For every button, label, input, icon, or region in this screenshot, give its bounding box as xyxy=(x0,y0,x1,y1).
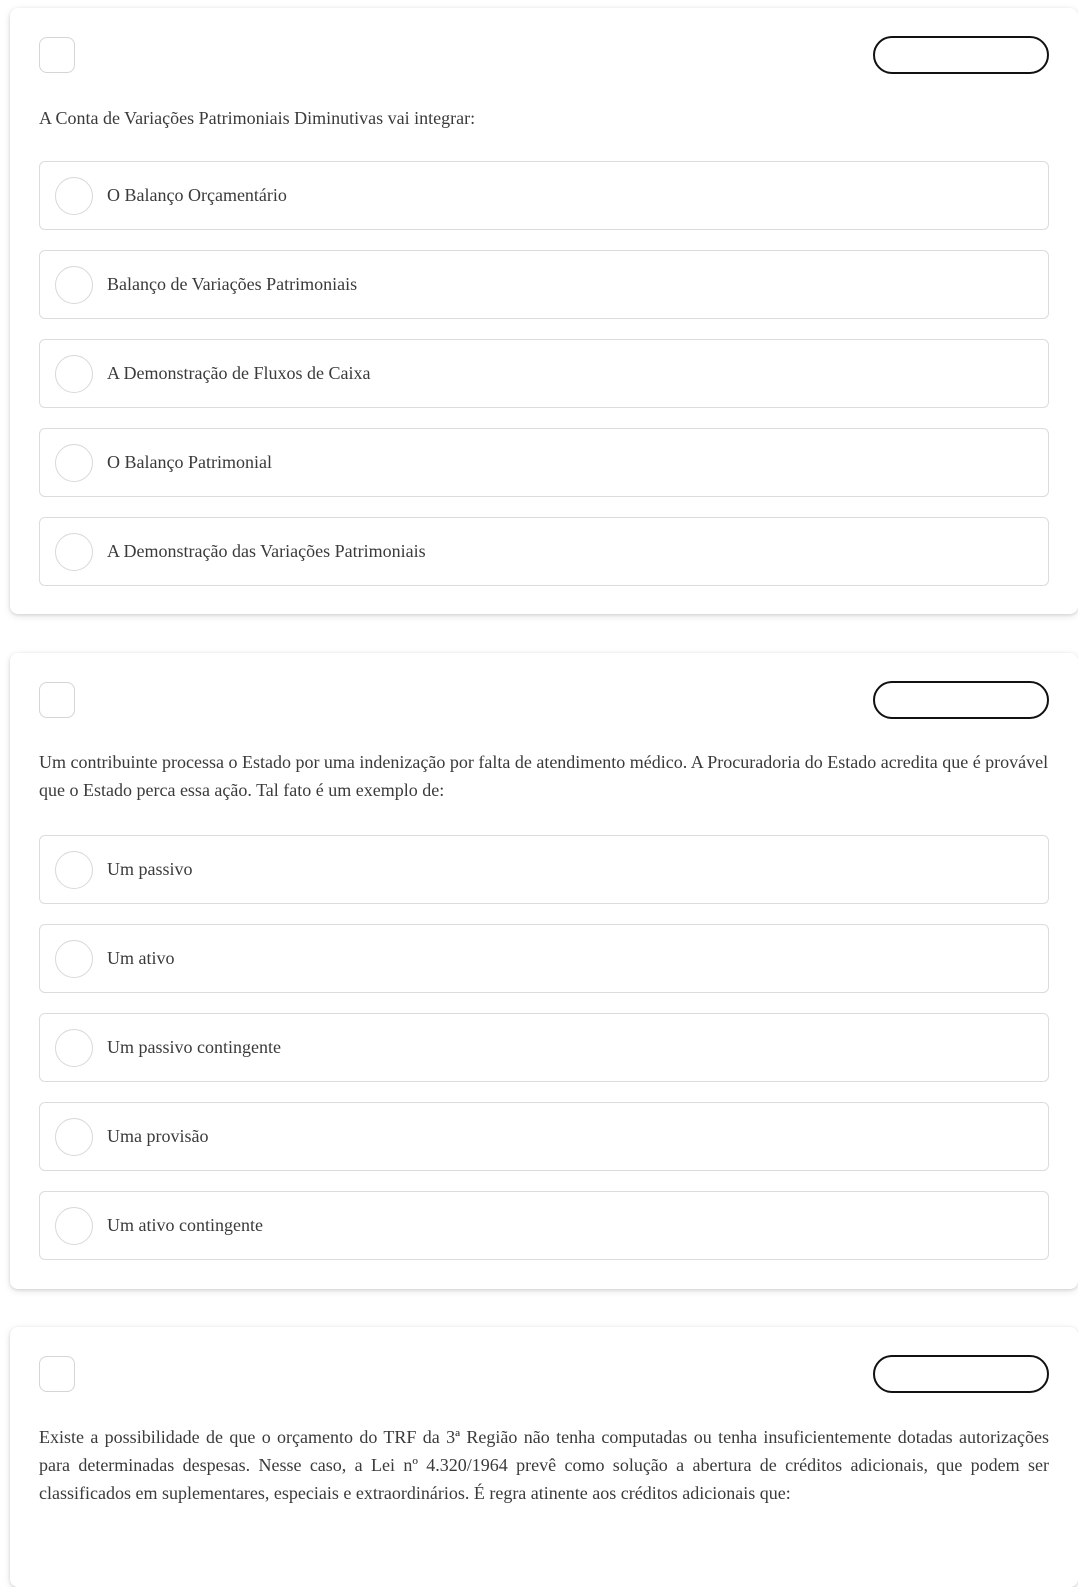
answer-option-label: O Balanço Orçamentário xyxy=(107,185,287,205)
radio-button[interactable] xyxy=(55,266,93,304)
answer-option[interactable] xyxy=(39,339,1049,408)
radio-button[interactable] xyxy=(55,1118,93,1156)
answer-option-label: Um passivo contingente xyxy=(107,1037,281,1057)
answer-option[interactable] xyxy=(39,1013,1049,1082)
radio-button[interactable] xyxy=(55,355,93,393)
question-action-button[interactable] xyxy=(873,36,1049,74)
answer-option[interactable] xyxy=(39,1191,1049,1260)
answer-option[interactable] xyxy=(39,924,1049,993)
question-action-button[interactable] xyxy=(873,681,1049,719)
radio-button[interactable] xyxy=(55,851,93,889)
question-card xyxy=(10,653,1078,1289)
answer-option-label: A Demonstração das Variações Patrimoniais xyxy=(107,541,426,561)
answer-option-label: Um passivo xyxy=(107,859,193,879)
answer-option[interactable] xyxy=(39,250,1049,319)
answer-option[interactable] xyxy=(39,428,1049,497)
answer-option[interactable] xyxy=(39,835,1049,904)
radio-button[interactable] xyxy=(55,444,93,482)
answer-option[interactable] xyxy=(39,517,1049,586)
answer-option-label: Uma provisão xyxy=(107,1126,209,1146)
question-text: A Conta de Variações Patrimoniais Diminutivas vai integrar: xyxy=(39,108,476,128)
radio-button[interactable] xyxy=(55,940,93,978)
mark-question-checkbox[interactable] xyxy=(39,37,75,73)
answer-option-label: Um ativo contingente xyxy=(107,1215,263,1235)
question-text: Um contribuinte processa o Estado por uma indenização por falta de atendimento médico. A Procuradoria do Estado acredita que é provável que o Estado perca essa ação. Tal fato é um exemplo de: xyxy=(39,752,1049,800)
mark-question-checkbox[interactable] xyxy=(39,682,75,718)
mark-question-checkbox[interactable] xyxy=(39,1356,75,1392)
answer-option-label: Balanço de Variações Patrimoniais xyxy=(107,274,358,294)
answer-option[interactable] xyxy=(39,161,1049,230)
answer-option-label: Um ativo xyxy=(107,948,175,968)
radio-button[interactable] xyxy=(55,1029,93,1067)
answer-option-label: O Balanço Patrimonial xyxy=(107,452,272,472)
radio-button[interactable] xyxy=(55,533,93,571)
radio-button[interactable] xyxy=(55,177,93,215)
answer-option-label: A Demonstração de Fluxos de Caixa xyxy=(107,363,371,383)
question-action-button[interactable] xyxy=(873,1355,1049,1393)
radio-button[interactable] xyxy=(55,1207,93,1245)
question-card xyxy=(10,8,1078,614)
question-text: Existe a possibilidade de que o orçamento do TRF da 3ª Região não tenha computadas ou tenha insuficientemente dotadas autorizações para determinadas despesas. Nesse caso, a Lei nº 4.320/1964 prevê como solução a abertura de créditos adicionais, que podem ser classificados em suplementares, especiais e extraordinários. É regra atinente aos créditos adicionais que: xyxy=(39,1427,1049,1503)
answer-option[interactable] xyxy=(39,1102,1049,1171)
question-card xyxy=(10,1327,1078,1587)
